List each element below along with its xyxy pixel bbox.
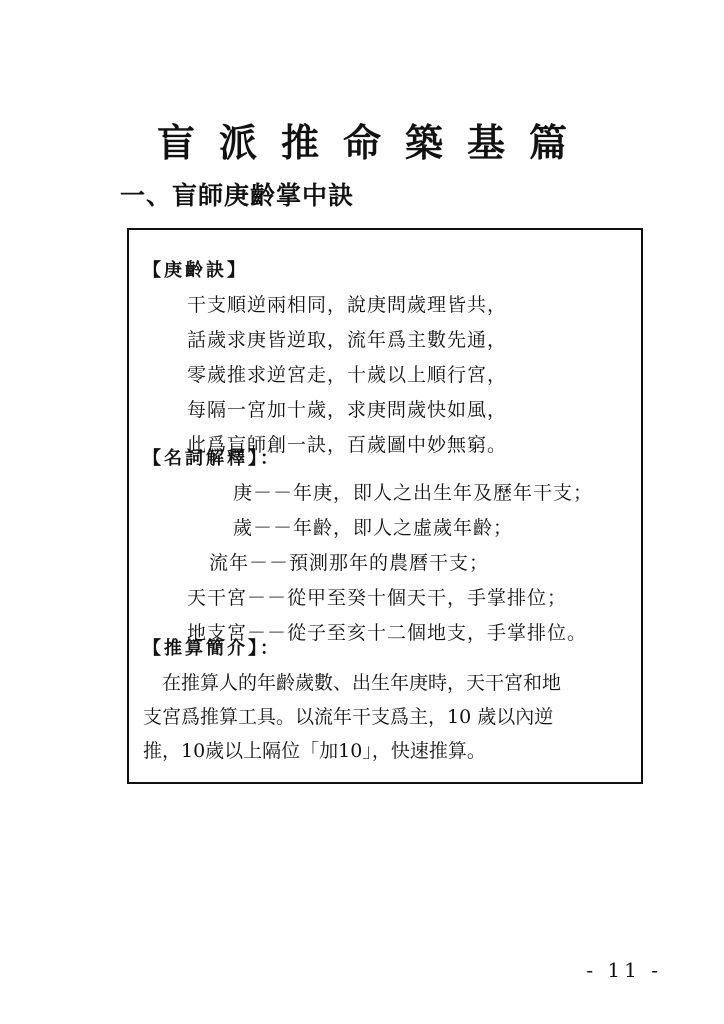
- poem-line: 每隔一宮加十歲，求庚問歲快如風，: [187, 399, 508, 421]
- page-title: 盲派推命築基篇: [156, 120, 591, 165]
- intro-line: 在推算人的年齡歲數、出生年庚時，天干宮和地: [143, 672, 562, 694]
- intro-line: 支宮爲推算工具。以流年干支爲主，10 歲以內逆: [143, 706, 554, 728]
- poem-line: 此爲盲師創一訣，百歲圖中妙無窮。: [187, 434, 508, 456]
- page-number: - 11 -: [586, 958, 662, 982]
- term-line: 流年－－預測那年的農曆干支；: [209, 552, 490, 574]
- term-line: 歲－－年齡，即人之虛歲年齡；: [233, 517, 514, 539]
- poem-line: 話歲求庚皆逆取，流年爲主數先通，: [187, 329, 508, 351]
- section-heading: 一、盲師庚齡掌中訣: [120, 181, 355, 210]
- poem-line: 零歲推求逆宮走，十歲以上順行宮，: [187, 364, 508, 386]
- intro-paragraph: [143, 666, 633, 768]
- heading-intro: 【推算簡介】：: [143, 638, 281, 659]
- heading-gengling-jue: 【庚齡訣】: [143, 260, 248, 281]
- content-box: [127, 228, 643, 784]
- heading-terms: 【名詞解釋】：: [143, 448, 281, 469]
- term-line: 地支宮－－從子至亥十二個地支，手掌排位。: [187, 622, 588, 644]
- poem-line: 干支順逆兩相同，說庚問歲理皆共，: [187, 294, 508, 316]
- intro-line: 推，10歲以上隔位「加10」，快速推算。: [143, 740, 486, 762]
- term-line: 天干宮－－從甲至癸十個天干，手掌排位；: [187, 587, 568, 609]
- term-line: 庚－－年庚，即人之出生年及歷年干支；: [233, 482, 594, 504]
